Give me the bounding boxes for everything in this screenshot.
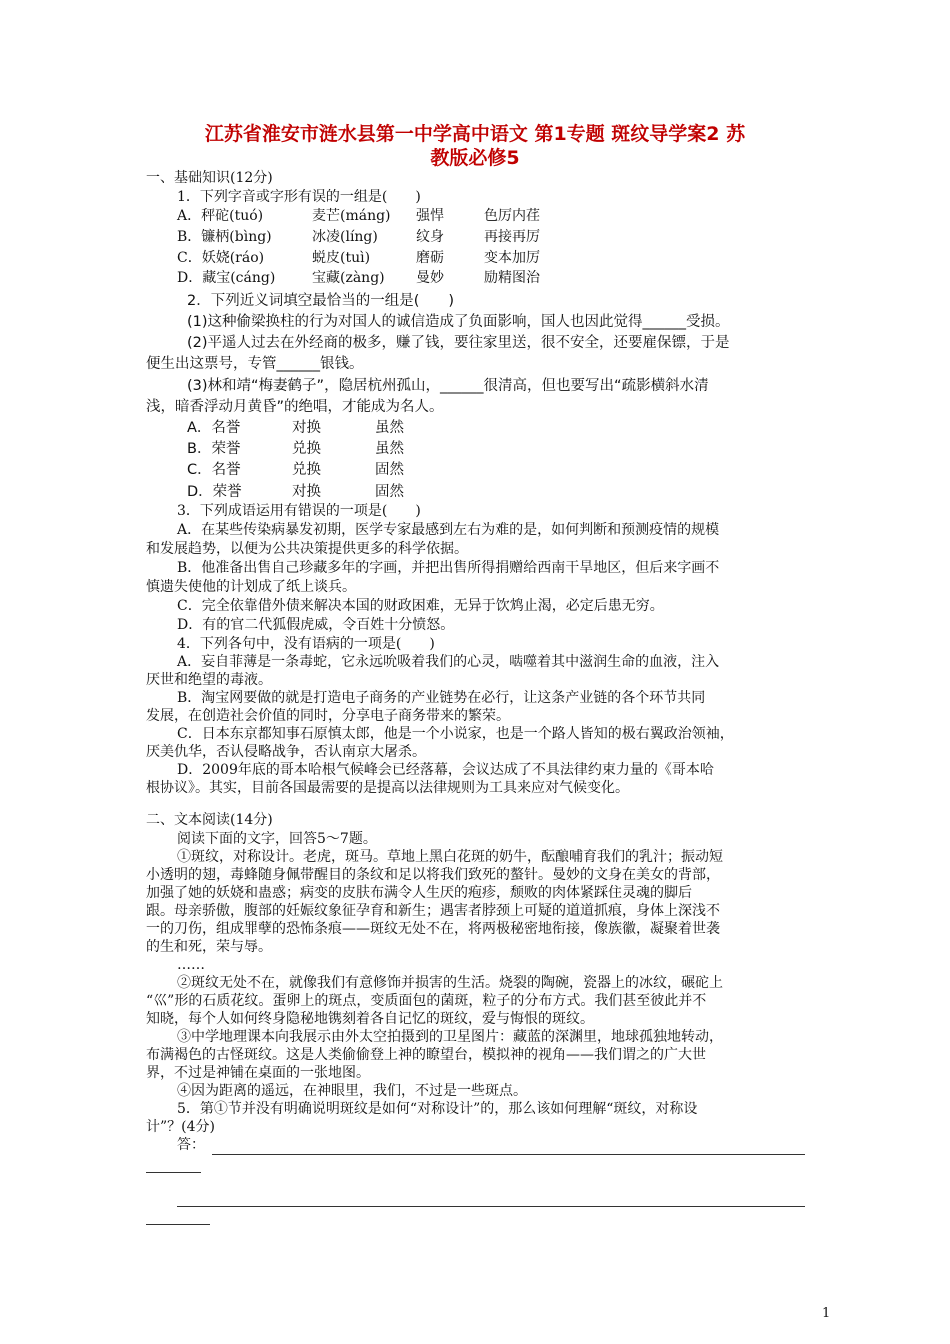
page-number: 1	[822, 1306, 831, 1321]
q2-option-cell: 对换	[292, 420, 321, 436]
q4-line: 根协议》。其实，目前各国最需要的是提高以法律规则为工具来应对气候变化。	[146, 780, 629, 796]
q4-line: A．妄自菲薄是一条毒蛇，它永远吮吸着我们的心灵，啮噬着其中滋润生命的血液，注入	[177, 654, 720, 670]
q2-option-b	[187, 441, 404, 458]
q5-stem: 5．第①节并没有明确说明斑纹是如何“对称设计”的，那么该如何理解“斑纹，对称设	[177, 1101, 698, 1117]
q2-line: (1)这种偷梁换柱的行为对国人的诚信造成了负面影响，国人也因此觉得______受损。	[187, 314, 730, 330]
passage-line: 小透明的翅，毒蜂随身佩带醒目的条纹和足以将我们致死的螯针。曼妙的文身在美女的背部，	[146, 867, 720, 883]
q1-option-cell: 色厉内荏	[484, 208, 540, 224]
passage-intro: 阅读下面的文字，回答5～7题。	[177, 831, 377, 847]
q4-line: C．日本东京都知事石原慎太郎，他是一个小说家，也是一个路人皆知的极右翼政治领袖，	[177, 726, 734, 742]
q1-stem: 1．下列字音或字形有误的一组是( )	[177, 189, 421, 205]
section1-heading: 一、基础知识(12分)	[146, 170, 273, 186]
q1-option-cell: D．藏宝(cáng)	[177, 270, 276, 286]
q1-option-cell: A．秤砣(tuó)	[177, 208, 264, 224]
q1-option-cell: 强悍	[416, 208, 444, 224]
q1-option-c	[177, 250, 540, 267]
answer-line[interactable]	[212, 1154, 805, 1155]
passage-line: 跟。母亲骄傲，腹部的妊娠纹象征孕育和新生；遇害者脖颈上可疑的道道抓痕，身体上深浅不	[146, 903, 720, 919]
q1-option-cell: 励精图治	[484, 270, 540, 286]
title-line-1: 江苏省淮安市涟水县第一中学高中语文 第1专题 斑纹导学案2 苏	[204, 123, 746, 145]
q2-stem: 2．下列近义词填空最恰当的一组是( )	[187, 293, 455, 309]
passage-line: ②斑纹无处不在，就像我们有意修饰并损害的生活。烧裂的陶碗，瓷器上的冰纹，碾砣上	[177, 975, 723, 991]
q2-option-cell: 固然	[375, 484, 404, 500]
answer-line-continuation[interactable]	[146, 1172, 201, 1173]
title-line-2: 教版必修5	[430, 147, 520, 169]
q2-option-cell: 虽然	[375, 420, 404, 436]
q2-option-cell: 兑换	[292, 441, 321, 457]
q2-line: (2)平遥人过去在外经商的极多，赚了钱，要往家里送，很不安全，还要雇保镖，于是	[187, 335, 730, 351]
q1-option-d	[177, 270, 540, 287]
passage-line: 的生和死，荣与辱。	[146, 939, 272, 955]
document-title	[0, 122, 950, 170]
passage-line: 一的刀伤，组成罪孽的恐怖条痕——斑纹无处不在，将两极秘密地衔接，像族徽，凝聚着世袭	[146, 921, 720, 937]
q3-line: 慎遗失使他的计划成了纸上谈兵。	[146, 579, 356, 595]
q1-option-cell: 曼妙	[416, 270, 444, 286]
passage-ellipsis: ……	[177, 957, 205, 973]
q2-line: 便生出这票号，专管______银钱。	[146, 356, 364, 372]
q2-option-c	[187, 462, 404, 479]
answer-label: 答：	[177, 1137, 205, 1153]
q4-line: 厌世和绝望的毒液。	[146, 672, 272, 688]
passage-line: 界，不过是神铺在桌面的一张地图。	[146, 1065, 370, 1081]
q2-option-cell: 对换	[292, 484, 321, 500]
q4-line: D．2009年底的哥本哈根气候峰会已经落幕，会议达成了不具法律约束力量的《哥本哈	[177, 762, 714, 778]
q2-option-cell: 虽然	[375, 441, 404, 457]
q1-option-b	[177, 229, 540, 246]
q1-option-cell: C．妖娆(ráo)	[177, 250, 265, 266]
answer-line-continuation[interactable]	[146, 1224, 210, 1225]
q2-option-a	[187, 420, 404, 437]
q2-option-cell: A．名誉	[187, 420, 241, 436]
q3-stem: 3．下列成语运用有错误的一项是( )	[177, 503, 421, 519]
q1-option-cell: B．镰柄(bìng)	[177, 229, 272, 245]
q1-option-cell: 宝藏(zàng)	[312, 270, 385, 286]
answer-line[interactable]	[177, 1206, 805, 1207]
q3-line: 和发展趋势，以便为公共决策提供更多的科学依据。	[146, 541, 468, 557]
q2-option-cell: 固然	[375, 462, 404, 478]
q2-option-cell: 兑换	[292, 462, 321, 478]
q2-option-cell: C．名誉	[187, 462, 241, 478]
q4-line: 发展，在创造社会价值的同时，分享电子商务带来的繁荣。	[146, 708, 510, 724]
q1-option-cell: 变本加厉	[484, 250, 540, 266]
q1-option-cell: 蜕皮(tuì)	[312, 250, 371, 266]
q1-option-cell: 冰凌(líng)	[312, 229, 378, 245]
q1-option-cell: 再接再厉	[484, 229, 540, 245]
passage-line: “巛”形的石质花纹。蛋卵上的斑点，变质面包的菌斑，粒子的分布方式。我们甚至彼此并不	[146, 993, 707, 1009]
q3-line: D．有的官二代狐假虎威，令百姓十分愤怒。	[177, 617, 455, 633]
q1-option-cell: 磨砺	[416, 250, 444, 266]
q2-line: 浅，暗香浮动月黄昏”的绝唱，才能成为名人。	[146, 399, 444, 415]
passage-line: 加强了她的妖娆和蛊惑；病变的皮肤布满令人生厌的疱疹，颓败的肉体紧踩住灵魂的脚后	[146, 885, 692, 901]
q1-option-a	[177, 208, 540, 225]
passage-line: ④因为距离的遥远，在神眼里，我们，不过是一些斑点。	[177, 1083, 527, 1099]
q4-line: 厌美仇华，否认侵略战争，否认南京大屠杀。	[146, 744, 426, 760]
q4-stem: 4．下列各句中，没有语病的一项是( )	[177, 636, 435, 652]
section2-heading: 二、文本阅读(14分)	[146, 812, 273, 828]
q2-line: (3)林和靖“梅妻鹤子”，隐居杭州孤山，______很清高，但也要写出“疏影横斜水清	[187, 378, 709, 394]
q3-line: C．完全依靠借外债来解决本国的财政困难，无异于饮鸩止渴，必定后患无穷。	[177, 598, 664, 614]
q1-option-cell: 纹身	[416, 229, 444, 245]
passage-line: ③中学地理课本向我展示由外太空拍摄到的卫星图片：藏蓝的深渊里，地球孤独地转动，	[177, 1029, 723, 1045]
q3-line: B．他准备出售自己珍藏多年的字画，并把出售所得捐赠给西南干旱地区，但后来字画不	[177, 560, 720, 576]
q5-stem-cont: 计”？(4分)	[146, 1119, 215, 1135]
passage-line: 布满褐色的古怪斑纹。这是人类偷偷登上神的瞭望台，模拟神的视角——我们谓之的广大世	[146, 1047, 706, 1063]
passage-line: ①斑纹，对称设计。老虎，斑马。草地上黑白花斑的奶牛，酝酿哺育我们的乳汁；振动短	[177, 849, 723, 865]
q4-line: B．淘宝网要做的就是打造电子商务的产业链势在必行，让这条产业链的各个环节共同	[177, 690, 706, 706]
q2-option-d	[187, 484, 404, 501]
q2-option-cell: D．荣誉	[187, 484, 242, 500]
q2-option-cell: B．荣誉	[187, 441, 241, 457]
q3-line: A．在某些传染病暴发初期，医学专家最感到左右为难的是，如何判断和预测疫情的规模	[177, 522, 720, 538]
passage-line: 知晓，每个人如何终身隐秘地镌刻着各自记忆的斑纹，爱与悔恨的斑纹。	[146, 1011, 594, 1027]
q1-option-cell: 麦芒(máng)	[312, 208, 391, 224]
